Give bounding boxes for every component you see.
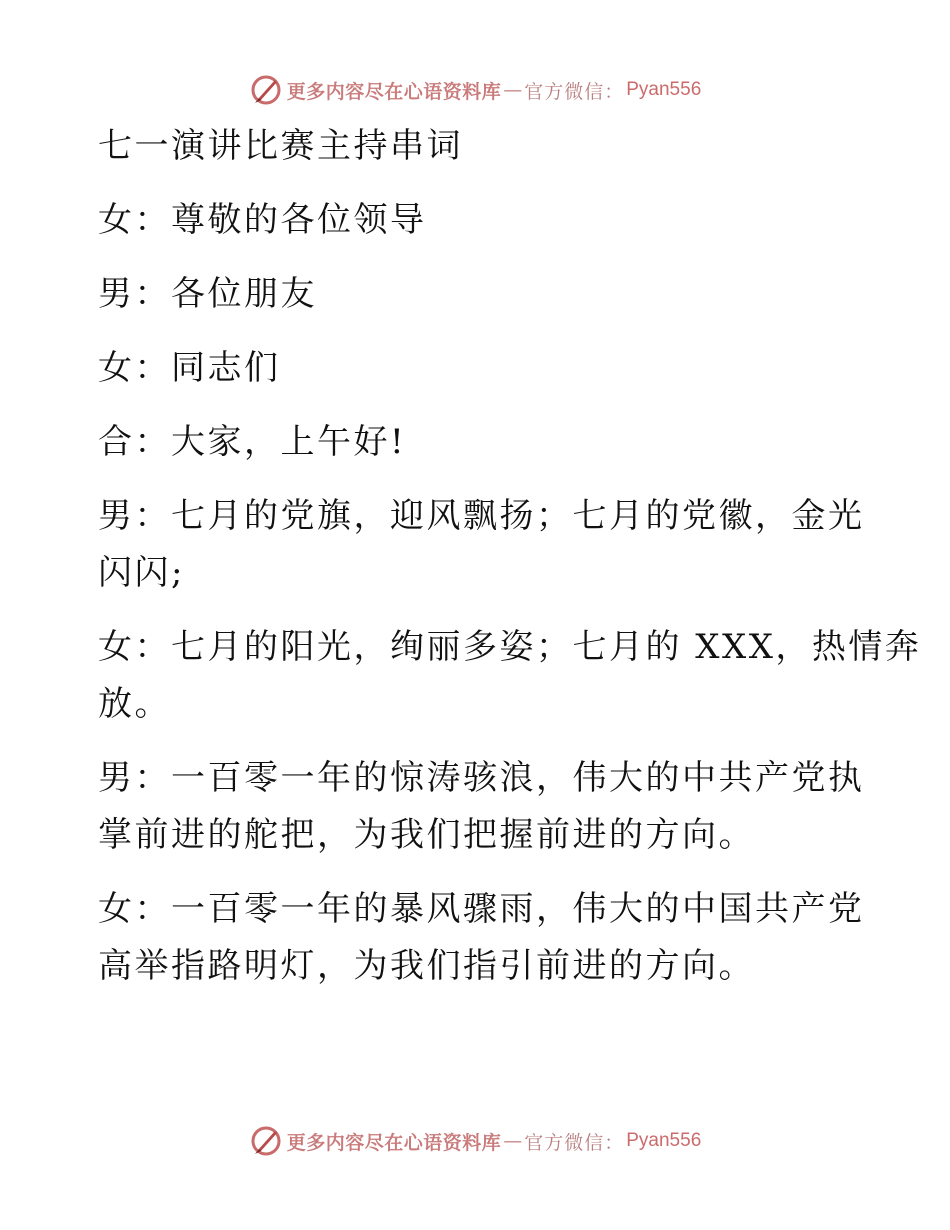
footer-banner	[0, 1121, 950, 1161]
document-title: 七一演讲比赛主持串词	[98, 126, 463, 166]
paragraph-2	[98, 340, 868, 397]
paragraph-5	[98, 619, 922, 733]
banner-brand-text: 更多内容尽在心语资料库	[286, 80, 502, 103]
paragraph-4	[98, 488, 868, 602]
paragraph-1	[98, 266, 868, 323]
paragraph-line: 闪闪;	[98, 553, 185, 593]
paragraph-line: 高举指路明灯，为我们指引前进的方向。	[98, 946, 755, 986]
document-body	[98, 118, 922, 995]
banner-official-label: 官方微信：	[524, 1131, 625, 1154]
paragraph-line: 女：七月的阳光，绚丽多姿；七月的 XXX，热情奔	[98, 627, 922, 667]
paragraph-line: 女：同志们	[98, 348, 281, 388]
header-banner	[0, 70, 950, 110]
paragraph-line: 合：大家，上午好!	[98, 422, 407, 462]
banner-wechat-id: Pyan556	[626, 79, 702, 100]
banner-wechat-id: Pyan556	[626, 1130, 702, 1151]
paragraph-line: 男：七月的党旗，迎风飘扬；七月的党徽，金光	[98, 496, 865, 536]
paragraph-line: 男：各位朋友	[98, 274, 317, 314]
paragraph-0	[98, 192, 868, 249]
quill-pen-logo-icon	[249, 1124, 283, 1158]
paragraph-line: 男：一百零一年的惊涛骇浪，伟大的中共产党执	[98, 758, 865, 798]
paragraph-line: 女：尊敬的各位领导	[98, 200, 427, 240]
paragraph-line: 放。	[98, 684, 171, 724]
banner-official-label: 官方微信：	[524, 80, 625, 103]
paragraph-6	[98, 750, 868, 864]
banner-dash: —	[503, 1130, 523, 1152]
quill-pen-logo-icon	[249, 73, 283, 107]
paragraph-3	[98, 414, 868, 471]
banner-dash: —	[503, 79, 523, 101]
paragraph-7	[98, 881, 868, 995]
paragraph-line: 掌前进的舵把，为我们把握前进的方向。	[98, 815, 755, 855]
paragraph-line: 女：一百零一年的暴风骤雨，伟大的中国共产党	[98, 889, 865, 929]
banner-brand-text: 更多内容尽在心语资料库	[286, 1131, 502, 1154]
